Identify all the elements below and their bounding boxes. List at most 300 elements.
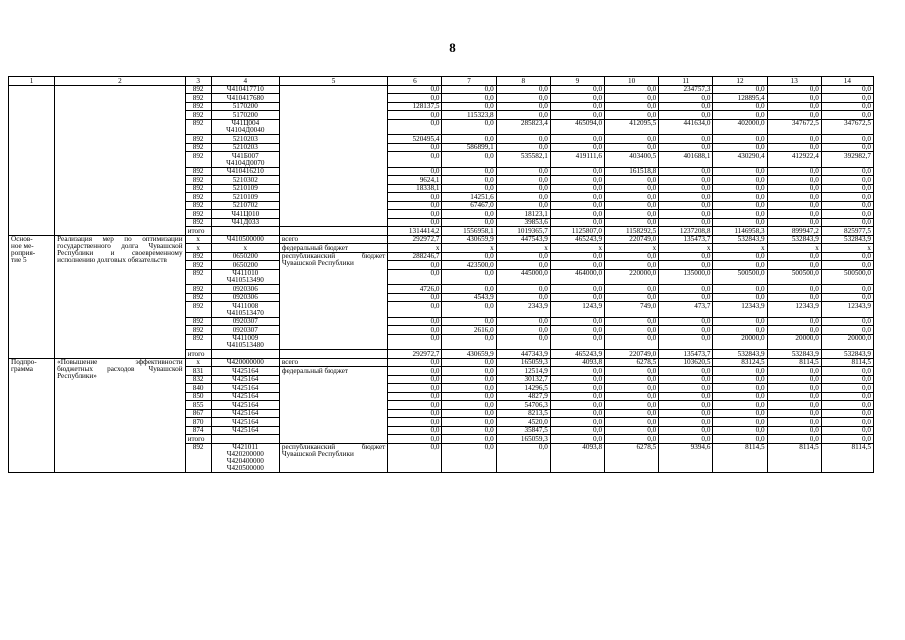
amount-cell: 0,0 — [605, 218, 659, 227]
amount-cell: 0,0 — [388, 375, 442, 384]
admin-code-cell: 892 — [185, 302, 211, 318]
amount-cell: 83124,5 — [713, 358, 767, 367]
amount-cell: 0,0 — [821, 392, 873, 401]
column-number-header: 11 — [659, 77, 713, 86]
amount-cell: x — [767, 244, 821, 253]
admin-code-cell: 874 — [185, 426, 211, 435]
amount-cell: 0,0 — [605, 102, 659, 111]
classification-code-cell-line: Ч420400000 — [226, 457, 264, 465]
amount-cell: 0,0 — [496, 326, 550, 335]
amount-cell: 220749,0 — [605, 235, 659, 244]
amount-cell: 0,0 — [388, 201, 442, 210]
amount-cell: 2343,9 — [496, 302, 550, 318]
amount-cell: 0,0 — [550, 401, 604, 410]
amount-cell: 0,0 — [767, 85, 821, 94]
amount-cell: 0,0 — [767, 102, 821, 111]
amount-cell: 347672,5 — [767, 119, 821, 135]
amount-cell: 0,0 — [713, 367, 767, 376]
admin-code-cell: 892 — [185, 184, 211, 193]
amount-cell: 0,0 — [821, 426, 873, 435]
amount-cell: 0,0 — [767, 326, 821, 335]
classification-code-cell — [211, 293, 279, 302]
amount-cell: 135473,7 — [659, 235, 713, 244]
classification-code-cell — [211, 334, 279, 350]
amount-cell: 0,0 — [821, 252, 873, 261]
activity-type-line: роприя- — [11, 249, 36, 257]
amount-cell: 0,0 — [821, 384, 873, 393]
admin-code-cell: 892 — [185, 443, 211, 473]
admin-code-cell: 892 — [185, 167, 211, 176]
amount-cell: 0,0 — [605, 367, 659, 376]
column-number-header: 1 — [9, 77, 55, 86]
column-number-header: 12 — [713, 77, 767, 86]
amount-cell: 0,0 — [713, 143, 767, 152]
amount-cell: 0,0 — [659, 102, 713, 111]
total-label: итого — [185, 435, 211, 444]
admin-code-cell: 892 — [185, 210, 211, 219]
classification-code-cell-line: Ч411008 — [232, 301, 259, 310]
amount-cell: 430659,9 — [442, 350, 496, 359]
amount-cell: 161518,8 — [605, 167, 659, 176]
amount-cell: 0,0 — [550, 85, 604, 94]
amount-cell: 4543,9 — [442, 293, 496, 302]
amount-cell: 0,0 — [605, 111, 659, 120]
funding-source-cell: всего — [279, 358, 387, 367]
page-number: 8 — [449, 40, 456, 55]
column-number-header: 8 — [496, 77, 550, 86]
amount-cell: 0,0 — [496, 111, 550, 120]
amount-cell: 445000,0 — [496, 269, 550, 285]
column-number-header: 9 — [550, 77, 604, 86]
amount-cell: 9394,6 — [659, 443, 713, 473]
classification-code-cell — [211, 409, 279, 418]
amount-cell: 0,0 — [388, 119, 442, 135]
admin-code-cell: 892 — [185, 135, 211, 144]
amount-cell: 20000,0 — [713, 334, 767, 350]
amount-cell: 0,0 — [713, 85, 767, 94]
amount-cell: 392982,7 — [821, 152, 873, 168]
amount-cell: 0,0 — [442, 210, 496, 219]
funding-source-cell — [279, 350, 387, 359]
amount-cell: 0,0 — [821, 418, 873, 427]
amount-cell: 0,0 — [388, 111, 442, 120]
amount-cell: 0,0 — [442, 85, 496, 94]
amount-cell: 0,0 — [659, 409, 713, 418]
funding-source-cell: всего — [279, 235, 387, 244]
header-row — [9, 77, 874, 86]
amount-cell: 0,0 — [388, 94, 442, 103]
activity-name-cell: Реализация мер по оптимизации государственного долга Чувашской Республики и своевременному исполнению долговых обязательств — [55, 235, 185, 358]
amount-cell: 0,0 — [388, 293, 442, 302]
activity-type-line: ное ме- — [11, 242, 34, 250]
amount-cell: 128895,4 — [713, 94, 767, 103]
amount-cell: 0,0 — [659, 334, 713, 350]
admin-code-cell: 892 — [185, 261, 211, 270]
amount-cell: 0,0 — [767, 143, 821, 152]
amount-cell: 0,0 — [767, 375, 821, 384]
amount-cell: 0,0 — [605, 375, 659, 384]
amount-cell: 0,0 — [388, 334, 442, 350]
admin-code-cell: x — [185, 235, 211, 244]
amount-cell: 0,0 — [821, 285, 873, 294]
amount-cell: 465094,0 — [550, 119, 604, 135]
amount-cell: 0,0 — [821, 143, 873, 152]
amount-cell: 430290,4 — [713, 152, 767, 168]
classification-code-cell-line: 0650200 — [232, 260, 258, 269]
classification-code-cell — [211, 392, 279, 401]
activity-type-line: Подпро- — [11, 358, 37, 366]
amount-cell: 0,0 — [767, 135, 821, 144]
amount-cell: 1158292,5 — [605, 227, 659, 236]
amount-cell: 0,0 — [821, 135, 873, 144]
amount-cell: 0,0 — [659, 167, 713, 176]
admin-code-cell: x — [185, 244, 211, 253]
classification-code-cell-line: Ч410513490 — [226, 276, 264, 284]
amount-cell: 0,0 — [767, 367, 821, 376]
amount-cell: 0,0 — [550, 252, 604, 261]
amount-cell: 0,0 — [388, 152, 442, 168]
admin-code-cell: 892 — [185, 102, 211, 111]
classification-code-cell-line: 5210302 — [232, 175, 258, 184]
amount-cell: 0,0 — [388, 392, 442, 401]
amount-cell: 0,0 — [659, 375, 713, 384]
amount-cell: 0,0 — [605, 426, 659, 435]
classification-code-cell — [211, 261, 279, 270]
amount-cell: 500500,0 — [767, 269, 821, 285]
amount-cell: 347672,5 — [821, 119, 873, 135]
classification-code-cell — [211, 201, 279, 210]
classification-code-cell — [211, 418, 279, 427]
amount-cell: 0,0 — [767, 392, 821, 401]
amount-cell: 0,0 — [713, 293, 767, 302]
amount-cell: 0,0 — [821, 435, 873, 444]
amount-cell: 8114,5 — [821, 443, 873, 473]
amount-cell: 0,0 — [767, 435, 821, 444]
amount-cell: 0,0 — [550, 210, 604, 219]
amount-cell: x — [821, 244, 873, 253]
amount-cell: x — [550, 244, 604, 253]
amount-cell: 0,0 — [767, 409, 821, 418]
amount-cell: 0,0 — [550, 143, 604, 152]
amount-cell: 6278,5 — [605, 358, 659, 367]
amount-cell: 0,0 — [821, 409, 873, 418]
amount-cell: 220000,0 — [605, 269, 659, 285]
amount-cell: 0,0 — [659, 367, 713, 376]
amount-cell: 0,0 — [767, 293, 821, 302]
amount-cell: 0,0 — [496, 293, 550, 302]
amount-cell: 0,0 — [388, 85, 442, 94]
admin-code-cell: 892 — [185, 285, 211, 294]
classification-code-cell — [211, 384, 279, 393]
amount-cell: 0,0 — [388, 418, 442, 427]
amount-cell: 447343,9 — [496, 350, 550, 359]
amount-cell: 464000,0 — [550, 269, 604, 285]
amount-cell: x — [496, 244, 550, 253]
amount-cell: 0,0 — [442, 269, 496, 285]
classification-code-cell-line: Ч425164 — [232, 366, 259, 375]
column-number-header: 6 — [388, 77, 442, 86]
amount-cell: 0,0 — [496, 334, 550, 350]
amount-cell: 0,0 — [821, 102, 873, 111]
amount-cell: 0,0 — [659, 426, 713, 435]
amount-cell: 0,0 — [767, 193, 821, 202]
amount-cell: 0,0 — [442, 152, 496, 168]
amount-cell: 0,0 — [659, 252, 713, 261]
admin-code-cell: 840 — [185, 384, 211, 393]
amount-cell: 0,0 — [550, 435, 604, 444]
amount-cell: 0,0 — [713, 167, 767, 176]
amount-cell: 18338,1 — [388, 184, 442, 193]
amount-cell: 0,0 — [767, 167, 821, 176]
amount-cell: 4520,0 — [496, 418, 550, 427]
amount-cell: 0,0 — [767, 176, 821, 185]
amount-cell: 0,0 — [496, 193, 550, 202]
amount-cell: 0,0 — [605, 193, 659, 202]
classification-code-cell-line: Ч425164 — [232, 400, 259, 409]
classification-code-cell-line: 5170200 — [232, 110, 258, 119]
amount-cell: 0,0 — [659, 210, 713, 219]
admin-code-cell: 892 — [185, 193, 211, 202]
total-label: итого — [185, 350, 211, 359]
amount-cell: 0,0 — [605, 261, 659, 270]
amount-cell: 500500,0 — [821, 269, 873, 285]
amount-cell: 1019365,7 — [496, 227, 550, 236]
amount-cell: 0,0 — [605, 285, 659, 294]
amount-cell: 8213,5 — [496, 409, 550, 418]
amount-cell: 0,0 — [659, 261, 713, 270]
classification-code-cell-line: 5210109 — [232, 192, 258, 201]
classification-code-cell — [211, 210, 279, 219]
amount-cell: 0,0 — [713, 252, 767, 261]
classification-code-cell-line: Ч425164 — [232, 417, 259, 426]
admin-code-cell: 892 — [185, 334, 211, 350]
classification-code-cell — [211, 167, 279, 176]
amount-cell: 0,0 — [767, 252, 821, 261]
amount-cell: 0,0 — [496, 443, 550, 473]
amount-cell: 0,0 — [713, 261, 767, 270]
amount-cell: 4726,0 — [388, 285, 442, 294]
admin-code-cell: 892 — [185, 269, 211, 285]
funding-source-cell: федеральный бюджет — [279, 244, 387, 253]
classification-code-cell — [211, 435, 279, 444]
admin-code-cell: 867 — [185, 409, 211, 418]
amount-cell: 0,0 — [767, 261, 821, 270]
amount-cell: x — [442, 244, 496, 253]
amount-cell: 285823,4 — [496, 119, 550, 135]
amount-cell: 0,0 — [550, 293, 604, 302]
amount-cell: 0,0 — [713, 375, 767, 384]
classification-code-cell-line: Ч421011 — [232, 443, 259, 451]
classification-code-cell — [211, 285, 279, 294]
admin-code-cell: 892 — [185, 293, 211, 302]
amount-cell: 0,0 — [442, 334, 496, 350]
column-number-header: 4 — [211, 77, 279, 86]
amount-cell: 0,0 — [659, 135, 713, 144]
amount-cell: 0,0 — [550, 135, 604, 144]
classification-code-cell-line: Ч41Б007 — [231, 151, 259, 160]
classification-code-cell — [211, 227, 279, 236]
amount-cell: 447543,9 — [496, 235, 550, 244]
amount-cell: 0,0 — [821, 326, 873, 335]
amount-cell: 0,0 — [605, 184, 659, 193]
classification-code-cell-line: Ч4104Д0070 — [226, 158, 265, 167]
column-number-header: 10 — [605, 77, 659, 86]
amount-cell: 0,0 — [388, 426, 442, 435]
column-number-header: 7 — [442, 77, 496, 86]
activity-type-cell — [9, 85, 55, 235]
amount-cell: 0,0 — [550, 334, 604, 350]
column-number-header: 14 — [821, 77, 873, 86]
amount-cell: 0,0 — [442, 218, 496, 227]
amount-cell: 165059,3 — [496, 435, 550, 444]
amount-cell: 0,0 — [659, 285, 713, 294]
classification-code-cell-line: 0920306 — [232, 293, 258, 301]
amount-cell: 0,0 — [713, 392, 767, 401]
amount-cell: 0,0 — [821, 167, 873, 176]
amount-cell: 0,0 — [550, 426, 604, 435]
amount-cell: 20000,0 — [821, 334, 873, 350]
amount-cell: 0,0 — [605, 435, 659, 444]
amount-cell: 532843,9 — [713, 350, 767, 359]
classification-code-cell-line: 5210109 — [232, 184, 258, 192]
amount-cell: 0,0 — [659, 435, 713, 444]
amount-cell: 0,0 — [496, 85, 550, 94]
amount-cell: 0,0 — [767, 111, 821, 120]
amount-cell: 0,0 — [713, 210, 767, 219]
classification-code-cell-line: Ч410417680 — [226, 93, 264, 102]
classification-code-cell-line: Ч410513480 — [226, 341, 264, 349]
amount-cell: 0,0 — [550, 392, 604, 401]
funding-source-cell — [279, 227, 387, 236]
amount-cell: 419111,6 — [550, 152, 604, 168]
amount-cell: 14296,5 — [496, 384, 550, 393]
admin-code-cell: 850 — [185, 392, 211, 401]
amount-cell: 535582,1 — [496, 152, 550, 168]
amount-cell: 0,0 — [442, 401, 496, 410]
amount-cell: 532843,9 — [821, 235, 873, 244]
table-row — [9, 235, 874, 244]
classification-code-cell — [211, 426, 279, 435]
amount-cell: 0,0 — [605, 201, 659, 210]
amount-cell: 135000,0 — [659, 269, 713, 285]
amount-cell: 825977,5 — [821, 227, 873, 236]
amount-cell: 0,0 — [496, 201, 550, 210]
amount-cell: 0,0 — [713, 435, 767, 444]
amount-cell: 0,0 — [821, 111, 873, 120]
amount-cell: 0,0 — [659, 401, 713, 410]
amount-cell: 0,0 — [821, 184, 873, 193]
amount-cell: 0,0 — [605, 252, 659, 261]
classification-code-cell — [211, 244, 279, 253]
amount-cell: x — [388, 244, 442, 253]
table-row — [9, 85, 874, 94]
amount-cell: 0,0 — [713, 285, 767, 294]
amount-cell: 0,0 — [767, 317, 821, 326]
classification-code-cell-line: Ч420500000 — [226, 464, 264, 472]
amount-cell: 0,0 — [442, 285, 496, 294]
amount-cell: 0,0 — [767, 418, 821, 427]
amount-cell: 0,0 — [442, 367, 496, 376]
amount-cell: 1314414,2 — [388, 227, 442, 236]
amount-cell: 12514,9 — [496, 367, 550, 376]
amount-cell: 0,0 — [605, 409, 659, 418]
amount-cell: 0,0 — [767, 201, 821, 210]
amount-cell: 0,0 — [388, 326, 442, 335]
classification-code-cell-line: Ч411009 — [232, 334, 259, 342]
amount-cell: x — [713, 244, 767, 253]
amount-cell: 532843,9 — [713, 235, 767, 244]
amount-cell: 0,0 — [550, 384, 604, 393]
amount-cell: 0,0 — [659, 418, 713, 427]
amount-cell: 0,0 — [821, 85, 873, 94]
amount-cell: 0,0 — [442, 409, 496, 418]
amount-cell: 0,0 — [821, 293, 873, 302]
amount-cell: 0,0 — [659, 94, 713, 103]
amount-cell: 0,0 — [605, 135, 659, 144]
amount-cell: 0,0 — [550, 218, 604, 227]
funding-source-cell: федеральный бюджет — [279, 367, 387, 444]
classification-code-cell — [211, 358, 279, 367]
classification-code-cell-line: Ч420200000 — [226, 450, 264, 458]
amount-cell: 0,0 — [442, 435, 496, 444]
classification-code-cell — [211, 119, 279, 135]
amount-cell: 0,0 — [605, 384, 659, 393]
classification-code-cell-line: Ч411010 — [232, 269, 259, 277]
amount-cell: 0,0 — [550, 326, 604, 335]
amount-cell: 2616,0 — [442, 326, 496, 335]
classification-code-cell-line: Ч410500000 — [226, 235, 264, 243]
classification-code-cell — [211, 443, 279, 473]
amount-cell: 14251,6 — [442, 193, 496, 202]
amount-cell: x — [659, 244, 713, 253]
amount-cell: 0,0 — [605, 85, 659, 94]
amount-cell: 12343,9 — [713, 302, 767, 318]
amount-cell: 0,0 — [442, 94, 496, 103]
classification-code-cell — [211, 152, 279, 168]
amount-cell: 0,0 — [388, 401, 442, 410]
amount-cell: 0,0 — [605, 210, 659, 219]
amount-cell: 0,0 — [550, 201, 604, 210]
amount-cell: 67467,0 — [442, 201, 496, 210]
amount-cell: 532843,9 — [821, 350, 873, 359]
amount-cell: 0,0 — [496, 252, 550, 261]
amount-cell: 0,0 — [821, 210, 873, 219]
classification-code-cell-line: 0650200 — [232, 252, 258, 260]
amount-cell: 0,0 — [550, 418, 604, 427]
admin-code-cell: 892 — [185, 152, 211, 168]
amount-cell: 0,0 — [605, 143, 659, 152]
admin-code-cell: 892 — [185, 326, 211, 335]
amount-cell: 165059,3 — [496, 358, 550, 367]
amount-cell: 441634,0 — [659, 119, 713, 135]
amount-cell: 115323,8 — [442, 111, 496, 120]
amount-cell: 0,0 — [496, 285, 550, 294]
amount-cell: 1556958,1 — [442, 227, 496, 236]
amount-cell: 288246,7 — [388, 252, 442, 261]
amount-cell: 0,0 — [821, 176, 873, 185]
classification-code-cell-line: 5210203 — [232, 134, 258, 143]
amount-cell: 0,0 — [388, 384, 442, 393]
amount-cell: 0,0 — [713, 176, 767, 185]
amount-cell: 0,0 — [605, 317, 659, 326]
amount-cell: 292972,7 — [388, 235, 442, 244]
amount-cell: 0,0 — [496, 261, 550, 270]
amount-cell: 234757,3 — [659, 85, 713, 94]
classification-code-cell — [211, 111, 279, 120]
amount-cell: 0,0 — [388, 269, 442, 285]
activity-type-line: грамма — [11, 365, 33, 373]
amount-cell: 0,0 — [713, 193, 767, 202]
